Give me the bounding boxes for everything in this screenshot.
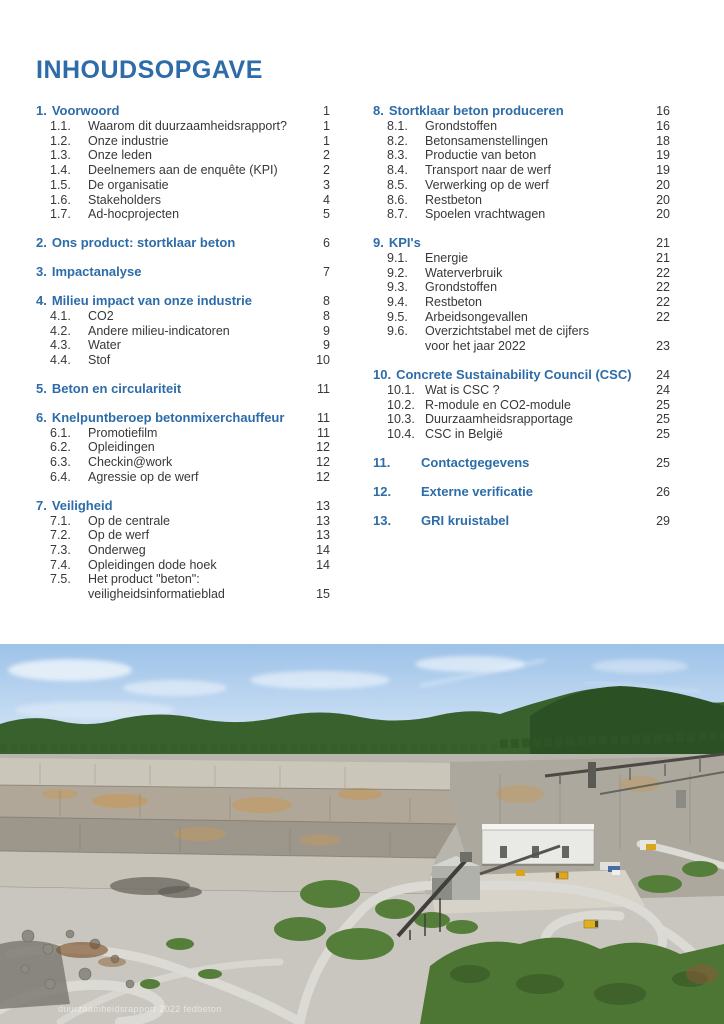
toc-entry-label-line: Opleidingen — [88, 440, 155, 455]
toc-entry-page: 22 — [656, 280, 670, 295]
toc-entry-label — [88, 528, 302, 543]
toc-entry[interactable] — [36, 470, 330, 485]
toc-entry-label-line: Promotiefilm — [88, 425, 158, 440]
toc-entry-number: 6.4. — [50, 469, 71, 484]
toc-entry[interactable] — [36, 572, 330, 601]
toc-entry-page: 21 — [656, 250, 670, 265]
toc-entry[interactable] — [36, 309, 330, 324]
toc-entry-label — [88, 455, 302, 470]
toc-entry-page: 12 — [316, 455, 330, 470]
toc-entry-page: 19 — [656, 163, 670, 178]
toc-section-title: Ons product: stortklaar beton — [51, 234, 236, 250]
toc-entry-label — [425, 251, 642, 266]
toc-section-number: 13. — [373, 512, 392, 528]
toc-entry-label-line: Agressie op de werf — [88, 469, 199, 484]
toc-section-heading[interactable] — [373, 235, 670, 251]
toc-entry[interactable] — [373, 266, 670, 281]
toc-section-number: 9. — [373, 234, 384, 250]
toc-column-left — [36, 103, 330, 602]
toc-section-heading[interactable] — [36, 293, 330, 309]
toc-entry[interactable] — [36, 353, 330, 368]
toc-entry-number: 6.2. — [50, 440, 71, 455]
toc-entry-page: 12 — [316, 469, 330, 484]
toc-entry[interactable] — [36, 426, 330, 441]
toc-entry-label — [425, 295, 642, 310]
toc-section-page: 1 — [323, 104, 330, 118]
toc-entry-label — [425, 280, 642, 295]
toc-section-page: 21 — [656, 235, 670, 250]
toc-section-number: 4. — [36, 292, 47, 308]
toc-entry[interactable] — [373, 280, 670, 295]
toc-entry[interactable] — [373, 412, 670, 427]
toc-entry-label — [88, 338, 302, 353]
toc-entry-label-line: Verwerking op de werf — [425, 177, 549, 192]
toc-entry-label-line: Transport naar de werf — [425, 163, 551, 178]
toc-entry-label — [88, 353, 302, 368]
toc-entry-page: 9 — [323, 338, 330, 353]
toc-entry-number: 1.5. — [50, 177, 71, 192]
toc-entry-label — [88, 178, 302, 193]
toc-entry[interactable] — [373, 193, 670, 208]
toc-section-number: 11. — [373, 454, 391, 470]
toc-section-heading[interactable] — [36, 264, 330, 280]
toc-entry-label — [88, 543, 302, 558]
toc-entry-label-line: Overzichtstabel met de cijfers — [425, 324, 589, 339]
toc-section-title: KPI's — [388, 234, 421, 250]
toc-entry-label-line: Onze industrie — [88, 133, 169, 148]
toc-section-page: 11 — [317, 381, 330, 396]
toc-section-heading[interactable] — [373, 484, 670, 500]
toc-entry-label-line: Checkin@work — [88, 455, 173, 470]
toc-entry-number: 6.1. — [50, 425, 71, 440]
toc-entry-label-line: Opleidingen dode hoek — [88, 557, 217, 572]
toc-section-title: Stortklaar beton produceren — [388, 103, 564, 118]
toc-entry-page: 16 — [656, 119, 670, 133]
toc-section-title: Externe verificatie — [421, 483, 534, 499]
toc-entry[interactable] — [36, 207, 330, 222]
toc-section-page: 6 — [323, 235, 330, 250]
toc-section-heading[interactable] — [36, 410, 330, 426]
toc-entry-label-line: Ad-hocprojecten — [88, 207, 180, 222]
toc-entry[interactable] — [36, 193, 330, 208]
toc-entry-page: 8 — [323, 308, 330, 323]
toc-entry-label-line: Op de centrale — [88, 513, 170, 528]
toc-section-number: 2. — [36, 234, 47, 250]
toc-section-number: 1. — [36, 103, 47, 118]
toc-entry-label — [425, 207, 642, 222]
toc-entry-page: 2 — [323, 163, 330, 178]
toc-entry-number: 10.3. — [387, 412, 415, 427]
toc-entry[interactable] — [373, 427, 670, 442]
toc-entry-page: 10 — [316, 353, 330, 368]
toc-entry-label — [425, 310, 642, 325]
toc-entry-number: 8.3. — [387, 148, 408, 163]
toc-entry[interactable] — [36, 338, 330, 353]
toc-entry-number: 7.5. — [50, 572, 71, 587]
toc-section-page: 29 — [656, 513, 670, 528]
toc-section-heading[interactable] — [373, 455, 670, 471]
toc-entry-page: 19 — [656, 148, 670, 163]
toc-entry-label-line: Arbeidsongevallen — [425, 309, 528, 324]
toc-entry-label — [88, 426, 302, 441]
toc-entry-label-line: Restbeton — [425, 295, 482, 310]
toc-entry-number: 10.1. — [387, 382, 415, 397]
toc-entry-number: 1.3. — [50, 148, 71, 163]
toc-entry-page: 3 — [323, 177, 330, 192]
toc-entry-number: 4.1. — [50, 308, 71, 323]
toc-entry-page: 24 — [656, 382, 670, 397]
toc-entry-number: 8.2. — [387, 133, 408, 148]
toc-entry-label — [88, 163, 302, 178]
toc-entry-number: 9.5. — [387, 309, 408, 324]
toc-entry[interactable] — [36, 558, 330, 573]
rust-stain — [56, 942, 108, 958]
toc-section-title: Contactgegevens — [421, 454, 530, 470]
toc-entry[interactable] — [373, 295, 670, 310]
toc-entry-label-line: Productie van beton — [425, 148, 537, 163]
toc-entry[interactable] — [373, 398, 670, 413]
toc-section-number: 12. — [373, 483, 392, 499]
toc-entry[interactable] — [373, 119, 670, 134]
toc-entry-page: 25 — [656, 412, 670, 427]
toc-entry-label-line: R-module en CO2-module — [425, 397, 571, 412]
dump-truck-icon — [584, 920, 598, 928]
toc-entry-label-line: voor het jaar 2022 — [425, 339, 526, 354]
toc-entry-label — [425, 148, 642, 163]
toc-entry[interactable] — [36, 119, 330, 134]
toc-entry-page: 13 — [316, 528, 330, 543]
toc-entry[interactable] — [36, 148, 330, 163]
toc-section-page: 8 — [323, 293, 330, 308]
toc-entry-page: 18 — [656, 133, 670, 148]
toc-entry-page: 14 — [316, 557, 330, 572]
red-bush — [686, 964, 718, 984]
toc-entry-page: 13 — [316, 513, 330, 528]
toc-entry[interactable] — [36, 514, 330, 529]
toc-entry-page: 20 — [656, 192, 670, 207]
toc-entry-label-line: CO2 — [88, 308, 114, 323]
toc-section-number: 8. — [373, 103, 384, 118]
toc-entry-label-line: Stof — [88, 353, 111, 368]
toc-entry-label-line: Energie — [425, 250, 469, 265]
toc-entry-label — [88, 148, 302, 163]
toc-section-title: Concrete Sustainability Council (CSC) — [396, 366, 632, 382]
toc-entry[interactable] — [373, 251, 670, 266]
toc-section-title: Impactanalyse — [51, 263, 142, 279]
toc-entry-label — [88, 134, 302, 149]
toc-entry-label — [88, 440, 302, 455]
toc-entry-label — [88, 309, 302, 324]
toc-entry-label-line: De organisatie — [88, 177, 169, 192]
toc-entry-label-line: veiligheidsinformatieblad — [88, 587, 225, 602]
toc-entry-number: 1.1. — [50, 119, 71, 133]
toc-entry-number: 10.4. — [387, 426, 415, 441]
toc-entry-number: 8.4. — [387, 163, 408, 178]
toc-entry-label — [425, 163, 642, 178]
loader-icon — [646, 844, 656, 850]
toc-section-page: 13 — [316, 498, 330, 513]
toc-entry-page: 22 — [656, 265, 670, 280]
toc-section-heading[interactable] — [36, 235, 330, 251]
toc-entry-number: 8.5. — [387, 177, 408, 192]
toc-entry-label — [425, 383, 642, 398]
toc-entry-label-line: Onze leden — [88, 148, 152, 163]
toc-entry[interactable] — [373, 207, 670, 222]
toc-entry-label — [88, 193, 302, 208]
toc-entry-number: 4.2. — [50, 323, 71, 338]
toc-entry[interactable] — [373, 163, 670, 178]
toc-entry-number: 8.6. — [387, 192, 408, 207]
toc-entry[interactable] — [36, 178, 330, 193]
toc-entry-label — [88, 470, 302, 485]
toc-section-title: Veiligheid — [51, 497, 113, 513]
toc-section-page: 25 — [656, 455, 670, 470]
toc-entry-page: 15 — [316, 587, 330, 602]
toc-entry-label — [425, 398, 642, 413]
toc-entry-page: 22 — [656, 295, 670, 310]
toc-entry-number: 9.2. — [387, 265, 408, 280]
toc-section-number: 5. — [36, 380, 47, 396]
toc-section-number: 3. — [36, 263, 47, 279]
toc-entry-label-line: Stakeholders — [88, 192, 161, 207]
toc-entry-number: 9.4. — [387, 295, 408, 310]
toc-entry-label-line: Betonsamenstellingen — [425, 133, 548, 148]
table-of-contents — [36, 103, 670, 602]
toc-entry-page: 25 — [656, 397, 670, 412]
toc-entry-label — [88, 558, 302, 573]
toc-entry-number: 6.3. — [50, 455, 71, 470]
toc-entry-label — [425, 324, 642, 353]
toc-entry-page: 2 — [323, 148, 330, 163]
toc-section-number: 10. — [373, 366, 392, 382]
van-icon — [612, 870, 620, 875]
toc-entry[interactable] — [373, 134, 670, 149]
toc-entry-number: 1.4. — [50, 163, 71, 178]
toc-entry-page: 20 — [656, 177, 670, 192]
toc-entry-label-line: Grondstoffen — [425, 119, 498, 133]
toc-entry-page: 23 — [656, 339, 670, 354]
toc-section-title: Beton en circulariteit — [51, 380, 182, 396]
toc-entry[interactable] — [36, 543, 330, 558]
toc-entry[interactable] — [36, 134, 330, 149]
toc-entry-page: 22 — [656, 309, 670, 324]
toc-entry-page: 9 — [323, 323, 330, 338]
toc-entry-label-line: Het product "beton": — [88, 572, 200, 587]
toc-entry-number: 8.1. — [387, 119, 408, 133]
toc-entry-number: 7.1. — [50, 513, 71, 528]
toc-column-right — [373, 103, 670, 602]
toc-entry[interactable] — [373, 383, 670, 398]
toc-entry-number: 9.3. — [387, 280, 408, 295]
toc-entry-label — [425, 178, 642, 193]
toc-entry-page: 5 — [323, 207, 330, 222]
toc-entry[interactable] — [36, 163, 330, 178]
toc-entry-number: 1.6. — [50, 192, 71, 207]
toc-entry-label — [88, 119, 302, 134]
toc-entry[interactable] — [36, 455, 330, 470]
toc-entry[interactable] — [36, 324, 330, 339]
toc-entry[interactable] — [36, 528, 330, 543]
toc-section-page: 24 — [656, 367, 670, 382]
toc-entry-number: 10.2. — [387, 397, 415, 412]
toc-section-heading[interactable] — [36, 498, 330, 514]
toc-section-title: Knelpuntberoep betonmixerchauffeur — [51, 409, 285, 425]
toc-section-heading[interactable] — [373, 367, 670, 383]
loader-icon — [516, 870, 525, 876]
toc-entry-number: 4.4. — [50, 353, 71, 368]
toc-section-title: Voorwoord — [51, 103, 120, 118]
toc-section-heading[interactable] — [36, 103, 330, 119]
toc-entry-label-line: Onderweg — [88, 542, 146, 557]
toc-entry-page: 11 — [317, 425, 330, 440]
toc-entry[interactable] — [373, 310, 670, 325]
dump-truck-icon — [556, 872, 568, 879]
toc-entry-label — [88, 207, 302, 222]
toc-section-page: 7 — [323, 264, 330, 279]
toc-entry-label — [425, 119, 642, 134]
toc-entry[interactable] — [373, 148, 670, 163]
toc-entry-number: 1.7. — [50, 207, 71, 222]
toc-entry-label-line: Waterverbruik — [425, 265, 503, 280]
toc-section-page: 11 — [317, 410, 330, 425]
toc-entry-page: 25 — [656, 426, 670, 441]
toc-entry-number: 9.1. — [387, 250, 408, 265]
toc-entry-number: 8.7. — [387, 207, 408, 222]
toc-entry-page: 20 — [656, 207, 670, 222]
toc-entry-label-line: Restbeton — [425, 192, 482, 207]
toc-entry-label-line: CSC in België — [425, 426, 503, 441]
toc-entry-label-line: Op de werf — [88, 528, 150, 543]
toc-entry-label-line: Grondstoffen — [425, 280, 498, 295]
toc-entry-label-line: Spoelen vrachtwagen — [425, 207, 546, 222]
photo-watermark: duurzaamheidsrapport 2022 fedbeton — [58, 1004, 222, 1014]
toc-entry-number: 7.2. — [50, 528, 71, 543]
toc-entry-number: 4.3. — [50, 338, 71, 353]
toc-entry-page: 12 — [316, 440, 330, 455]
toc-entry-label — [425, 266, 642, 281]
toc-entry-label — [88, 572, 302, 601]
toc-entry[interactable] — [373, 324, 670, 353]
toc-entry-label — [425, 193, 642, 208]
toc-entry-label — [425, 427, 642, 442]
toc-section-page: 26 — [656, 484, 670, 499]
toc-entry-label-line: Wat is CSC ? — [425, 382, 500, 397]
toc-entry-label — [88, 324, 302, 339]
toc-entry-label-line: Waarom dit duurzaamheidsrapport? — [88, 119, 287, 133]
toc-entry[interactable] — [36, 440, 330, 455]
toc-section-page: 16 — [656, 104, 670, 118]
toc-entry-label — [88, 514, 302, 529]
toc-section-title: GRI kruistabel — [421, 512, 510, 528]
toc-section-title: Milieu impact van onze industrie — [51, 292, 252, 308]
toc-section-heading[interactable] — [373, 513, 670, 529]
toc-section-number: 7. — [36, 497, 47, 513]
toc-entry-label-line: Water — [88, 338, 121, 353]
toc-entry-label-line: Andere milieu-indicatoren — [88, 323, 230, 338]
toc-entry-label — [425, 412, 642, 427]
toc-entry-number: 7.3. — [50, 542, 71, 557]
toc-section-number: 6. — [36, 409, 47, 425]
toc-entry-label — [425, 134, 642, 149]
toc-entry-page: 4 — [323, 192, 330, 207]
toc-entry-page: 14 — [316, 542, 330, 557]
toc-entry-page: 1 — [323, 133, 330, 148]
toc-entry-label-line: Duurzaamheidsrapportage — [425, 412, 574, 427]
toc-entry-page: 1 — [323, 119, 330, 133]
toc-entry-label-line: Deelnemers aan de enquête (KPI) — [88, 163, 278, 178]
toc-section-heading[interactable] — [36, 381, 330, 397]
toc-entry[interactable] — [373, 178, 670, 193]
toc-section-heading[interactable] — [373, 103, 670, 119]
toc-entry-number: 1.2. — [50, 133, 71, 148]
toc-entry-number: 7.4. — [50, 557, 71, 572]
toc-entry-number: 9.6. — [387, 324, 408, 339]
quarry-photo — [0, 644, 724, 1024]
page-title: INHOUDSOPGAVE — [36, 56, 263, 84]
